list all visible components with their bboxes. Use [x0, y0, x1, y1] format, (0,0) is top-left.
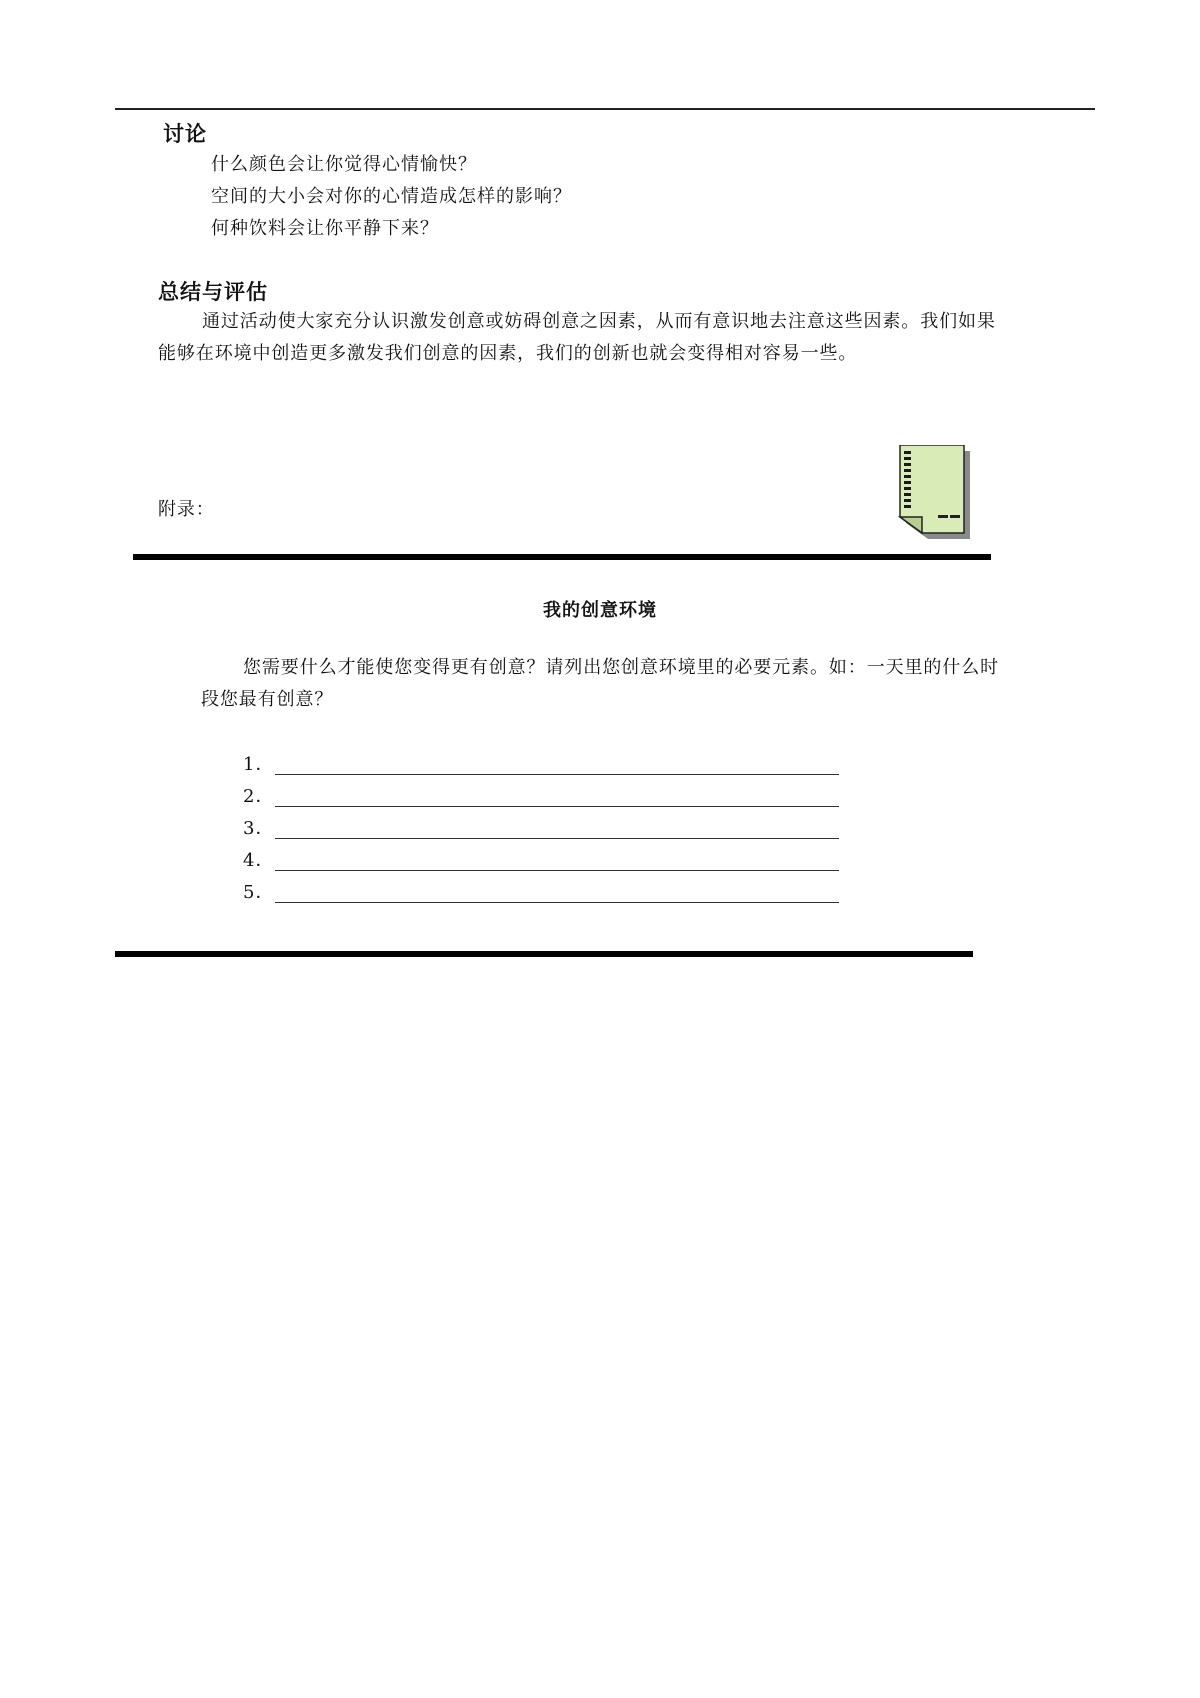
- discussion-question: 什么颜色会让你觉得心情愉快？: [211, 154, 477, 175]
- answer-item: [243, 878, 843, 908]
- answer-blank[interactable]: [275, 902, 839, 903]
- answer-item: [243, 814, 843, 844]
- worksheet-prompt-line-2: 段您最有创意？: [201, 689, 334, 710]
- worksheet-title: 我的创意环境: [543, 600, 657, 621]
- answer-number: 2．: [243, 786, 275, 807]
- answer-number: 4．: [243, 850, 275, 871]
- answer-number: 3．: [243, 818, 275, 839]
- answer-item: [243, 750, 843, 780]
- answer-blank[interactable]: [275, 806, 839, 807]
- appendix-label: 附录：: [158, 499, 215, 520]
- summary-line-1: 通过活动使大家充分认识激发创意或妨碍创意之因素，从而有意识地去注意这些因素。我们如果: [202, 311, 996, 332]
- answer-item: [243, 782, 843, 812]
- discussion-question: 空间的大小会对你的心情造成怎样的影响？: [211, 186, 572, 207]
- document-icon: [898, 445, 982, 541]
- discussion-heading: 讨论: [163, 122, 207, 146]
- section-divider: [133, 554, 991, 560]
- bottom-divider: [115, 951, 973, 957]
- answer-blank[interactable]: [275, 838, 839, 839]
- answer-number: 1．: [243, 754, 275, 775]
- discussion-question: 何种饮料会让你平静下来？: [211, 218, 439, 239]
- top-rule: [115, 108, 1095, 110]
- answer-blank[interactable]: [275, 774, 839, 775]
- summary-heading: 总结与评估: [158, 280, 268, 304]
- answer-item: [243, 846, 843, 876]
- worksheet-prompt-line-1: 您需要什么才能使您变得更有创意？请列出您创意环境里的必要元素。如：一天里的什么时: [243, 657, 999, 678]
- summary-line-2: 能够在环境中创造更多激发我们创意的因素，我们的创新也就会变得相对容易一些。: [158, 343, 858, 364]
- answer-number: 5．: [243, 882, 275, 903]
- answer-blank[interactable]: [275, 870, 839, 871]
